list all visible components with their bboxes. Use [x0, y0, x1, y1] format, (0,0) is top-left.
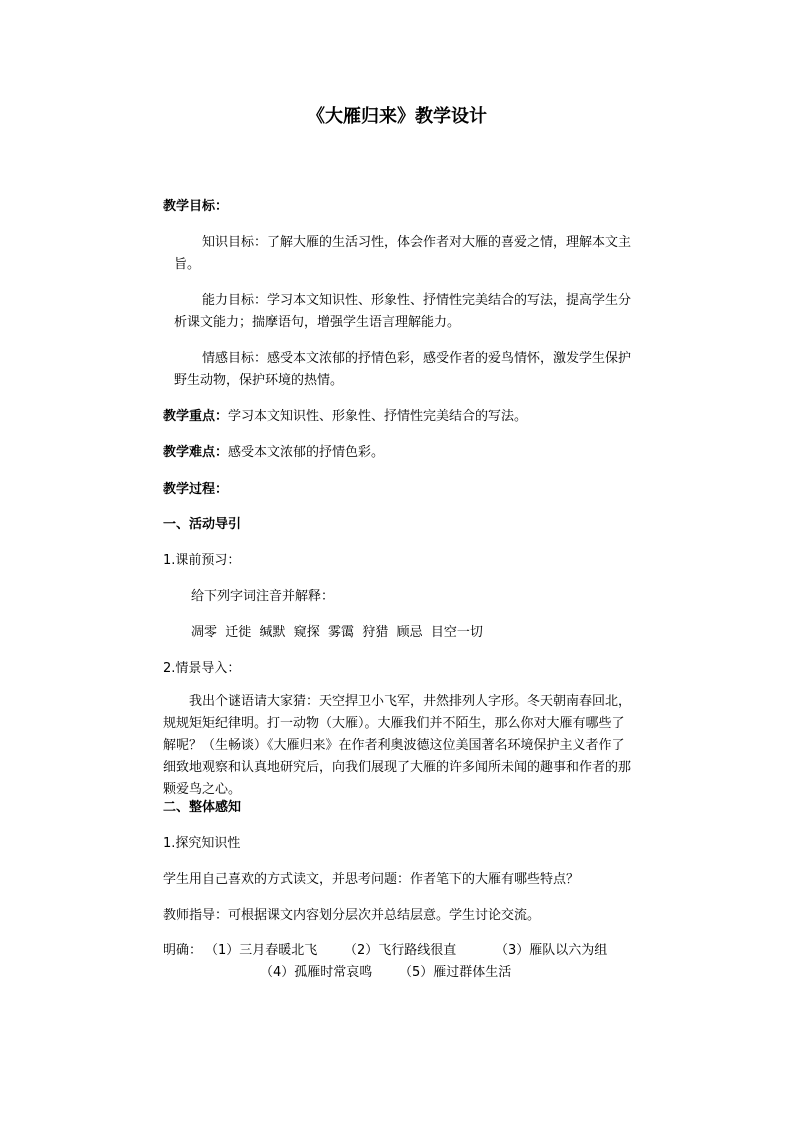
point-2: （2）飞行路线很直	[344, 943, 457, 958]
key-point	[163, 409, 527, 425]
objective-knowledge-line1: 知识目标：了解大雁的生活习性，体会作者对大雁的喜爱之情，理解本文主	[202, 235, 632, 250]
clarify-label: 明确：	[163, 943, 203, 958]
objective-knowledge-line2: 旨。	[174, 257, 201, 272]
scene-intro-paragraph: 我出个谜语请大家猜：天空捍卫小飞军，井然排列人字形。冬天朝南春回北，规规矩矩纪律明。打一动物（大雁）。大雁我们并不陌生，那么你对大雁有哪些了解呢？（生畅谈）《大雁归来》在作者利奥波德这位美国著名环境保护主义者作了细致地观察和认真地研究后，向我们展现了大雁的许多闻所未闻的趣事和作者的那颗爱鸟之心。	[163, 694, 632, 797]
vocabulary-words: 凋零 迁徙 缄默 窥探 雾霭 狩猎 顾忌 目空一切	[191, 625, 483, 640]
objective-ability-line1: 能力目标：学习本文知识性、形象性、抒情性完美结合的写法，提高学生分	[202, 293, 632, 308]
section1-item2: 2.情景导入：	[163, 661, 241, 676]
key-point-label: 教学重点：	[163, 409, 229, 424]
process-label: 教学过程：	[163, 482, 229, 497]
objective-emotion-line1: 情感目标：感受本文浓郁的抒情色彩，感受作者的爱鸟情怀，激发学生保护	[202, 351, 632, 366]
preview-instruction: 给下列字词注音并解释：	[191, 589, 335, 604]
difficulty	[163, 445, 384, 461]
section2-item1: 1.探究知识性	[163, 836, 241, 851]
objective-ability-line2: 析课文能力；揣摩语句，增强学生语言理解能力。	[174, 315, 461, 330]
section2-heading: 二、整体感知	[163, 800, 242, 815]
difficulty-label: 教学难点：	[163, 445, 229, 460]
section1-heading: 一、活动导引	[163, 517, 242, 532]
point-4: （4）孤雁时常哀鸣	[260, 965, 373, 980]
page-title: 《大雁归来》教学设计	[307, 106, 487, 127]
key-point-text: 学习本文知识性、形象性、抒情性完美结合的写法。	[228, 409, 528, 424]
difficulty-text: 感受本文浓郁的抒情色彩。	[228, 445, 385, 460]
objectives-label: 教学目标：	[163, 199, 229, 214]
point-3: （3）雁队以六为组	[495, 943, 608, 958]
point-5: （5）雁过群体生活	[399, 965, 512, 980]
point-1: （1）三月春暖北飞	[205, 943, 318, 958]
teacher-guidance: 教师指导：可根据课文内容划分层次并总结层意。学生讨论交流。	[163, 908, 541, 923]
section1-item1: 1.课前预习：	[163, 553, 241, 568]
reading-question: 学生用自己喜欢的方式读文，并思考问题：作者笔下的大雁有哪些特点？	[163, 872, 580, 887]
objective-emotion-line2: 野生动物，保护环境的热情。	[174, 373, 344, 388]
